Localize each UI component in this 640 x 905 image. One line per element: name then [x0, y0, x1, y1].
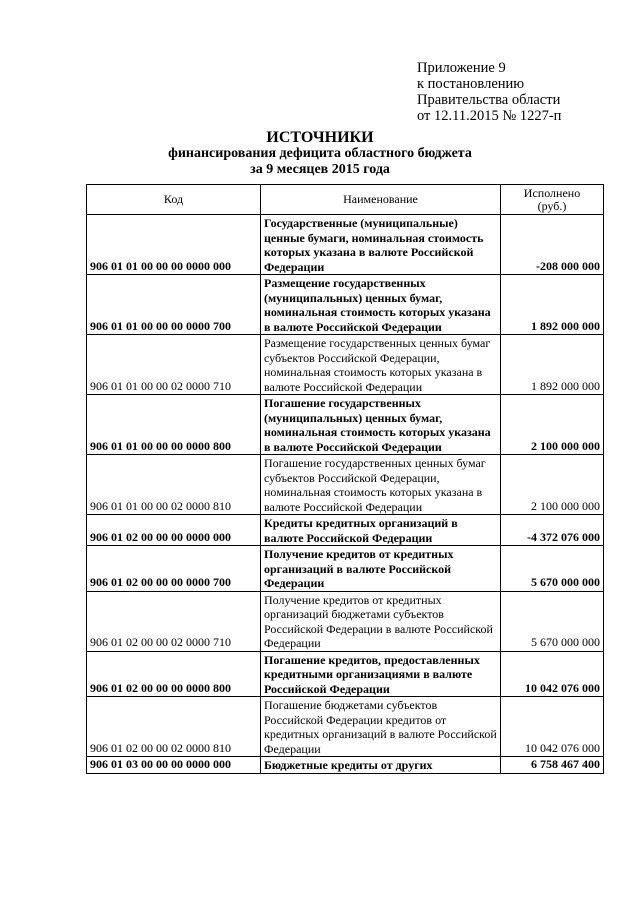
row-code: 906 01 01 00 00 00 0000 000 [87, 215, 261, 275]
document-subtitle: финансирования дефицита областного бюджета [168, 146, 472, 161]
row-code: 906 01 03 00 00 00 0000 000 [87, 757, 261, 774]
header-code: Код [87, 185, 261, 215]
row-name: Размещение государственных ценных бумаг субъектов Российской Федерации, номинальная стоимость которых указана в валюте Российской Федерации [261, 335, 501, 395]
row-code: 906 01 02 00 00 00 0000 000 [87, 515, 261, 546]
row-code: 906 01 01 00 00 00 0000 800 [87, 395, 261, 455]
appendix-line-1: Приложение 9 [417, 60, 506, 76]
header-amount [501, 185, 604, 215]
appendix-line-2: к постановлению [417, 76, 525, 92]
row-amount: 10 042 076 000 [501, 651, 604, 697]
row-amount: 2 100 000 000 [501, 395, 604, 455]
header-name: Наименование [261, 185, 501, 215]
table-row [87, 275, 604, 335]
row-name: Размещение государственных (муниципальных) ценных бумаг, номинальная стоимость которых указана в валюте Российской Федерации [261, 275, 501, 335]
header-amount-line2: (руб.) [537, 198, 567, 213]
document-title-block [0, 130, 640, 178]
row-name: Бюджетные кредиты от других [261, 757, 501, 774]
row-name: Погашение государственных (муниципальных) ценных бумаг, номинальная стоимость которых указана в валюте Российской Федерации [261, 395, 501, 455]
row-name: Погашение бюджетами субъектов Российской Федерации кредитов от кредитных организаций в валюте Российской Федерации [261, 697, 501, 757]
row-amount: -4 372 076 000 [501, 515, 604, 546]
row-code: 906 01 02 00 00 02 0000 810 [87, 697, 261, 757]
table-row [87, 395, 604, 455]
table-header-row [87, 185, 604, 215]
row-name: Получение кредитов от кредитных организаций в валюте Российской Федерации [261, 546, 501, 592]
appendix-line-4: от 12.11.2015 № 1227-п [417, 108, 562, 124]
row-name: Государственные (муниципальные) ценные бумаги, номинальная стоимость которых указана в валюте Российской Федерации [261, 215, 501, 275]
row-amount: 5 670 000 000 [501, 546, 604, 592]
row-name: Получение кредитов от кредитных организаций бюджетами субъектов Российской Федерации в валюте Российской Федерации [261, 591, 501, 651]
row-name: Погашение кредитов, предоставленных кредитными организациями в валюте Российской Федерации [261, 651, 501, 697]
row-name: Погашение государственных ценных бумаг субъектов Российской Федерации, номинальная стоимость которых указана в валюте Российской Федерации [261, 455, 501, 515]
row-amount: 5 670 000 000 [501, 591, 604, 651]
row-amount: 2 100 000 000 [501, 455, 604, 515]
row-code: 906 01 01 00 00 02 0000 810 [87, 455, 261, 515]
table-row [87, 335, 604, 395]
sources-table [86, 184, 604, 774]
table-row [87, 546, 604, 592]
row-code: 906 01 02 00 00 00 0000 700 [87, 546, 261, 592]
table-row [87, 757, 604, 774]
row-amount: 10 042 076 000 [501, 697, 604, 757]
table-row [87, 697, 604, 757]
table-row [87, 515, 604, 546]
row-code: 906 01 01 00 00 00 0000 700 [87, 275, 261, 335]
table-row [87, 455, 604, 515]
row-name: Кредиты кредитных организаций в валюте Российской Федерации [261, 515, 501, 546]
appendix-header [417, 60, 561, 124]
row-amount: 1 892 000 000 [501, 275, 604, 335]
row-code: 906 01 02 00 00 00 0000 800 [87, 651, 261, 697]
table-row [87, 215, 604, 275]
document-title: ИСТОЧНИКИ [266, 129, 374, 146]
row-amount: 1 892 000 000 [501, 335, 604, 395]
document-period: за 9 месяцев 2015 года [250, 162, 390, 177]
header-amount-line1: Исполнено [523, 185, 581, 200]
appendix-line-3: Правительства области [417, 92, 561, 108]
row-code: 906 01 01 00 00 02 0000 710 [87, 335, 261, 395]
table-row [87, 591, 604, 651]
row-code: 906 01 02 00 00 02 0000 710 [87, 591, 261, 651]
row-amount: 6 758 467 400 [501, 757, 604, 774]
table-row [87, 651, 604, 697]
row-amount: -208 000 000 [501, 215, 604, 275]
